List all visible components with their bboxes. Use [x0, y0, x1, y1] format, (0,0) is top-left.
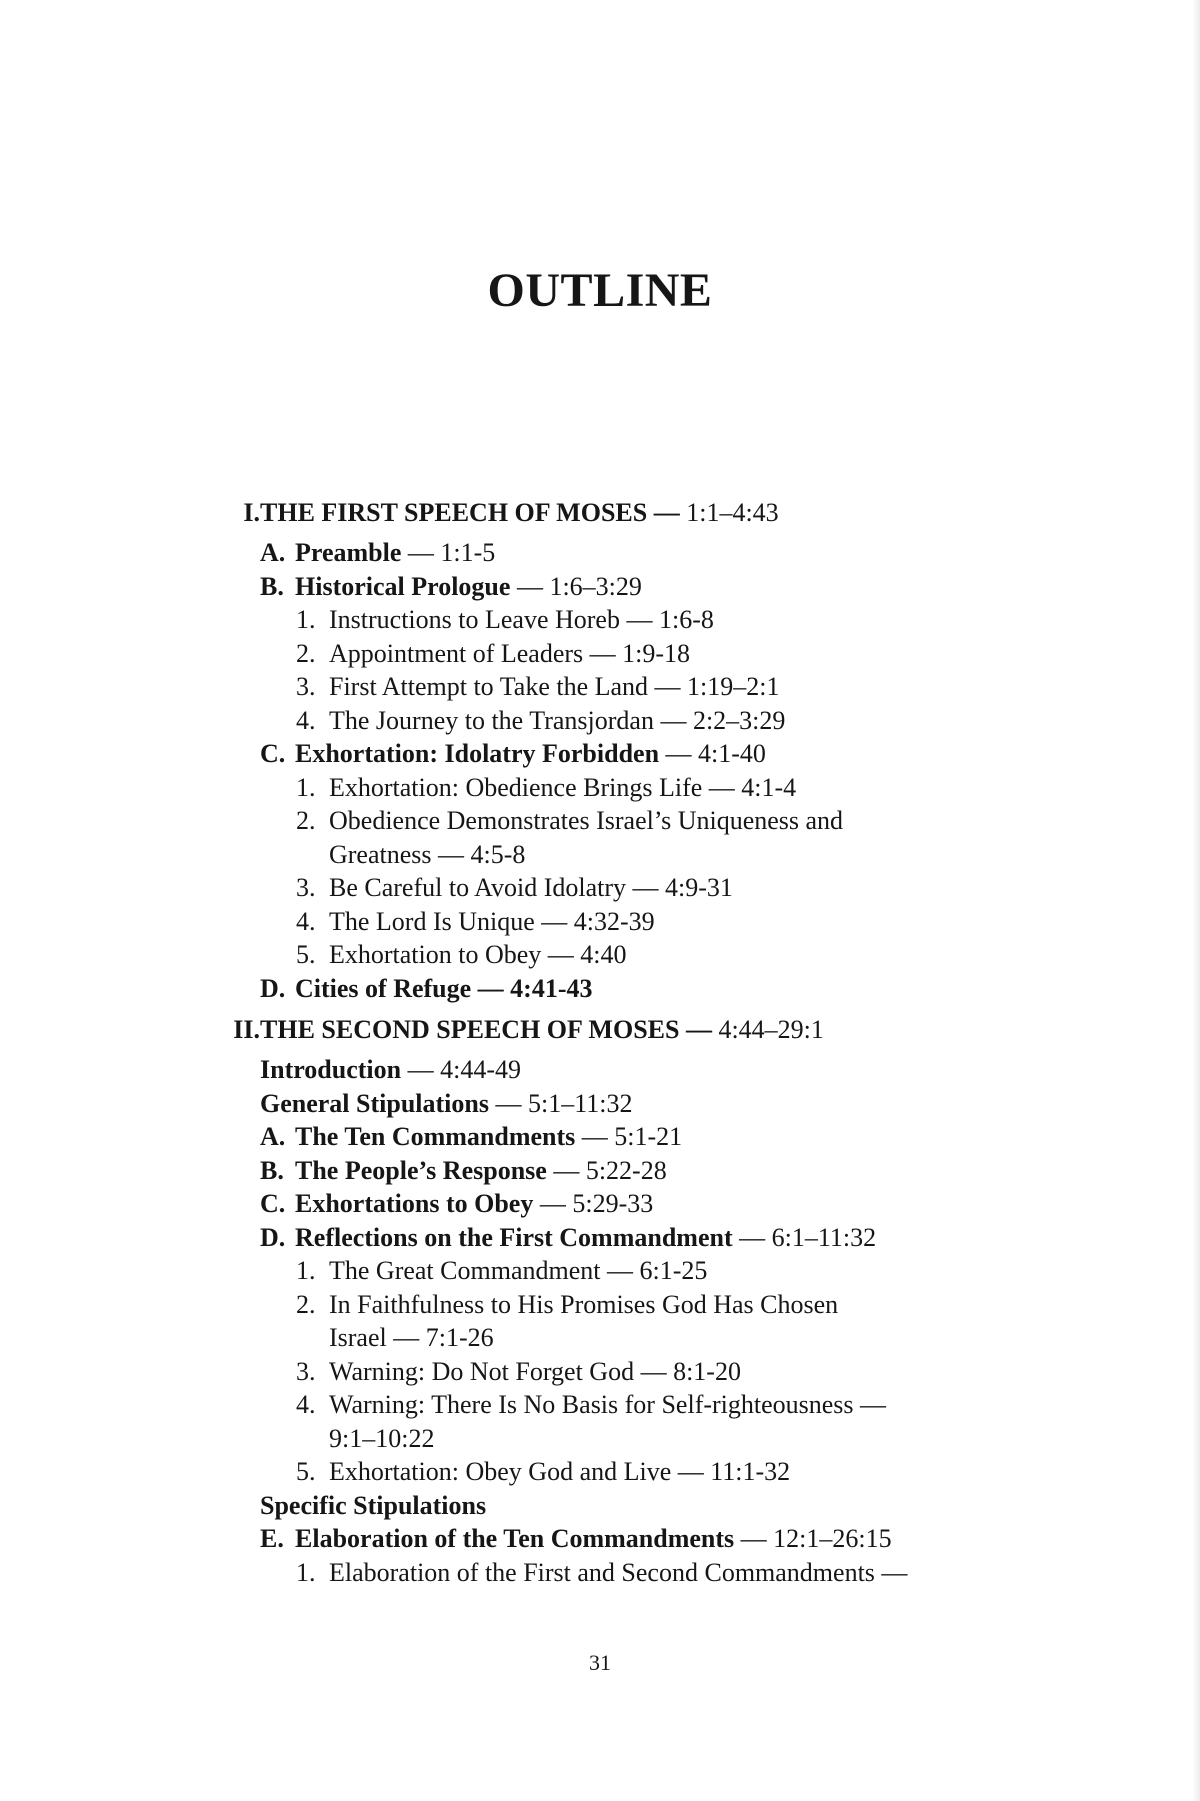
outline-subitem-i-b-1: 1. Instructions to Leave Horeb — 1:6-8: [296, 605, 714, 634]
outline-subitem-i-b-2: 2. Appointment of Leaders — 1:9-18: [296, 638, 691, 668]
section-numeral: I.: [243, 498, 260, 527]
outline: [0, 496, 1200, 1589]
outline-item-i-d: D. Cities of Refuge — 4:41-43: [260, 973, 593, 1003]
outline-item-ii-c: C. Exhortations to Obey — 5:29-33: [260, 1189, 654, 1218]
outline-subitem-ii-d-5: 5. Exhortation: Obey God and Live — 11:1-32: [296, 1457, 791, 1486]
section-heading: THE SECOND SPEECH OF MOSES — 4:44–29:1: [260, 1015, 824, 1044]
outline-item-i-c: C. Exhortation: Idolatry Forbidden — 4:1-40: [260, 739, 766, 768]
outline-subitem-ii-d-2-continuation: Israel — 7:1-26: [329, 1323, 494, 1352]
outline-subitem-ii-d-2: 2. In Faithfulness to His Promises God Has Chosen: [296, 1289, 839, 1319]
outline-subitem-i-c-4: 4. The Lord Is Unique — 4:32-39: [296, 906, 655, 936]
outline-subitem-i-c-3: 3. Be Careful to Avoid Idolatry — 4:9-31: [296, 873, 733, 902]
outline-subitem-i-b-3: 3. First Attempt to Take the Land — 1:19–2:1: [296, 672, 780, 701]
outline-item-ii-specific-stipulations: Specific Stipulations: [260, 1490, 487, 1520]
outline-item-ii-a: A. The Ten Commandments — 5:1-21: [260, 1122, 683, 1151]
outline-subitem-i-c-2: 2. Obedience Demonstrates Israel’s Uniqueness and: [296, 806, 844, 835]
outline-item-ii-b: B. The People’s Response — 5:22-28: [260, 1155, 667, 1185]
outline-subitem-ii-d-4: 4. Warning: There Is No Basis for Self-righteousness —: [296, 1390, 887, 1419]
outline-item-i-b: B. Historical Prologue — 1:6–3:29: [260, 571, 642, 601]
page-number: 31: [589, 1650, 611, 1675]
outline-item-ii-introduction: Introduction — 4:44-49: [260, 1055, 521, 1084]
outline-section-ii: [0, 1013, 1200, 1053]
section-numeral: II.: [233, 1015, 260, 1044]
outline-item-ii-d: D. Reflections on the First Commandment — 6:1–11:32: [260, 1222, 877, 1252]
outline-subitem-i-c-2-continuation: Greatness — 4:5-8: [329, 839, 526, 869]
outline-subitem-ii-d-4-continuation: 9:1–10:22: [329, 1423, 435, 1453]
outline-item-i-a: A. Preamble — 1:1-5: [260, 538, 496, 567]
outline-item-ii-e: E. Elaboration of the Ten Commandments — 12:1–26:15: [260, 1524, 892, 1553]
page-title: OUTLINE: [487, 264, 713, 317]
outline-subitem-i-c-1: 1. Exhortation: Obedience Brings Life — 4:1-4: [296, 772, 797, 802]
outline-subitem-i-b-4: 4. The Journey to the Transjordan — 2:2–3:29: [296, 705, 786, 735]
outline-subitem-i-c-5: 5. Exhortation to Obey — 4:40: [296, 940, 627, 969]
outline-subitem-ii-d-1: 1. The Great Commandment — 6:1-25: [296, 1256, 708, 1285]
outline-section-i: [0, 496, 1200, 536]
outline-subitem-ii-d-3: 3. Warning: Do Not Forget God — 8:1-20: [296, 1356, 741, 1386]
outline-subitem-ii-e-1: 1. Elaboration of the First and Second Commandments —: [296, 1557, 908, 1587]
outline-item-ii-general-stipulations: General Stipulations — 5:1–11:32: [260, 1088, 633, 1118]
section-heading: THE FIRST SPEECH OF MOSES — 1:1–4:43: [260, 498, 779, 527]
